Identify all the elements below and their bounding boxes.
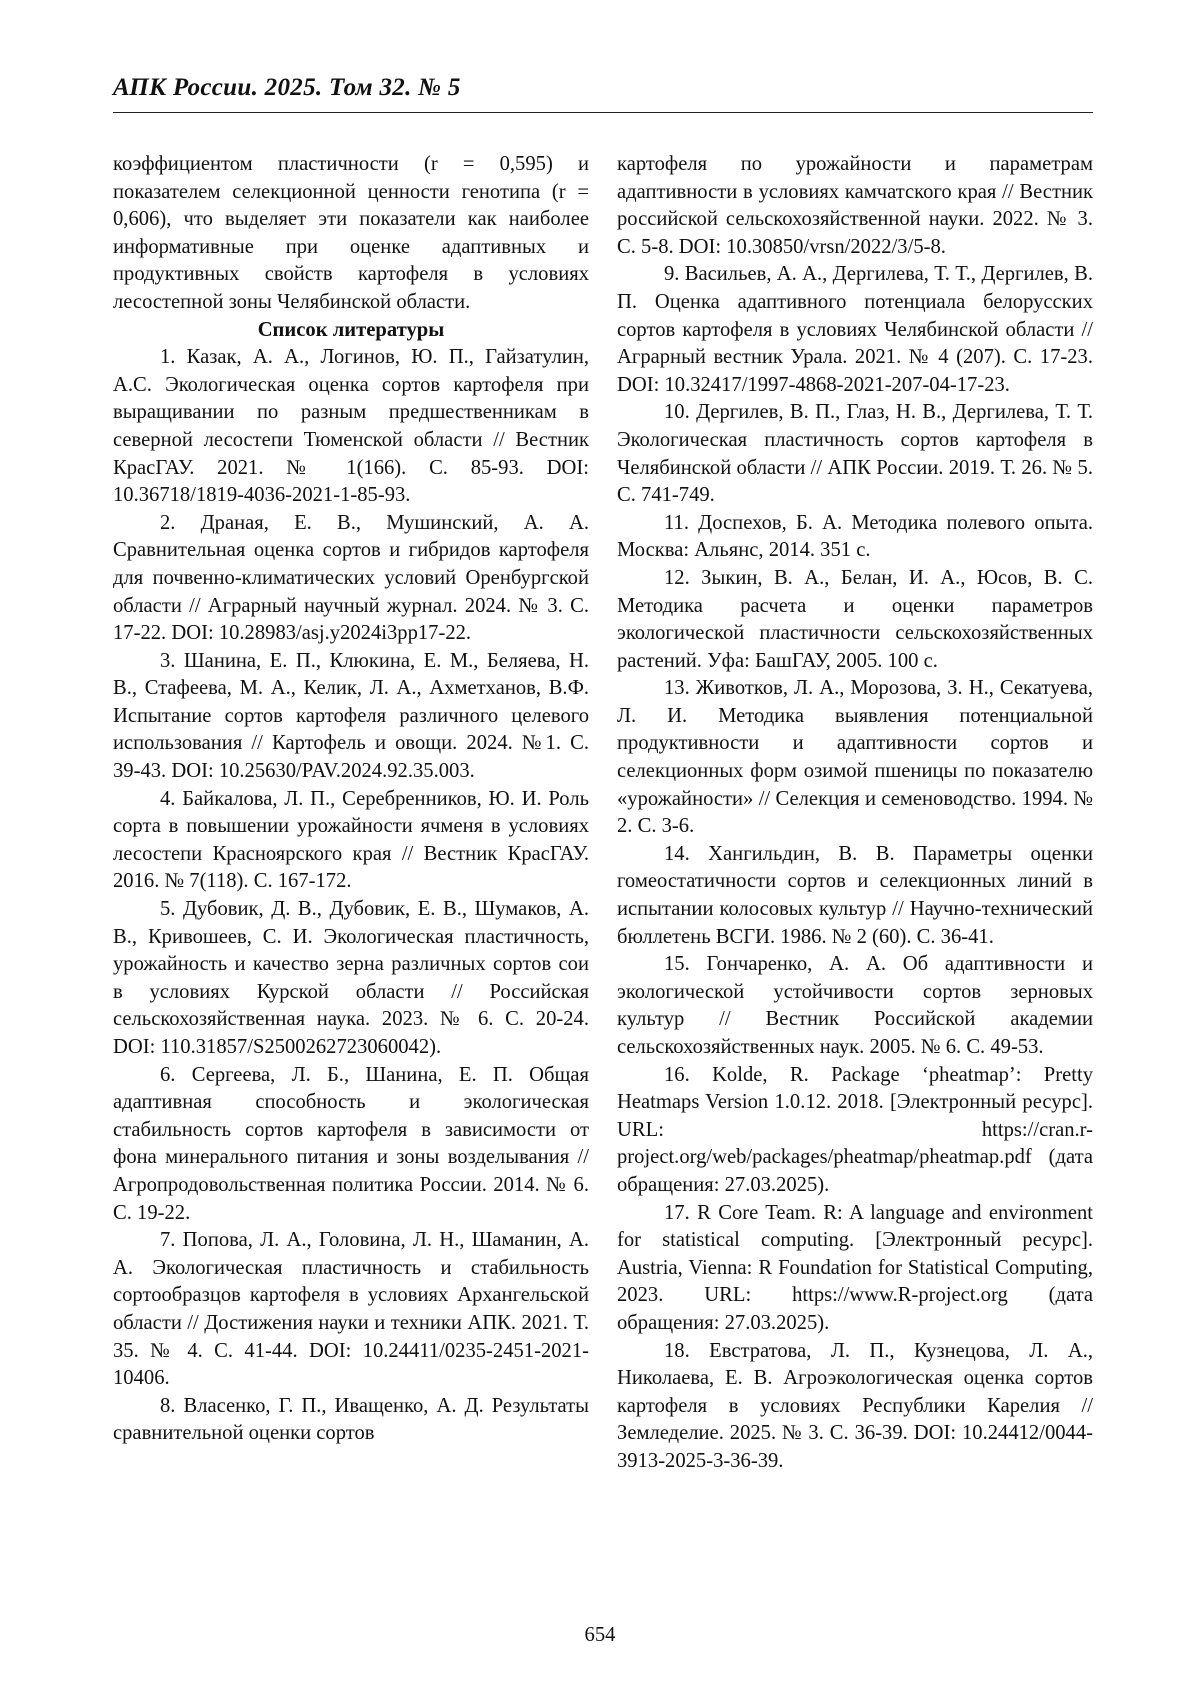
reference-item: 10. Дергилев, В. П., Глаз, Н. В., Дергилева, Т. Т. Экологическая пластичность сортов картофеля в Челябинской области // АПК России. 2019. Т. 26. № 5. С. 741-749.: [617, 401, 1093, 507]
reference-item: 6. Сергеева, Л. Б., Шанина, Е. П. Общая адаптивная способность и экологическая стабильность сортов картофеля в зависимости от фона минерального питания и зоны возделывания // Агропродовольственная политика России. 2014. № 6. С. 19-22.: [113, 1063, 589, 1224]
reference-item: 5. Дубовик, Д. В., Дубовик, Е. В., Шумаков, А. В., Кривошеев, С. И. Экологическая пластичность, урожайность и качество зерна различных сортов сои в условиях Курской области // Российская сельскохозяйственная наука. 2023. № 6. С. 20-24. DOI: 110.31857/S2500262723060042).: [113, 898, 589, 1058]
reference-item: 12. Зыкин, В. А., Белан, И. А., Юсов, В. С. Методика расчета и оценки параметров экологической пластичности сельскохозяйственных растений. Уфа: БашГАУ, 2005. 100 с.: [617, 566, 1093, 672]
reference-continuation: картофеля по урожайности и параметрам адаптивности в условиях камчатского края // Вестник российской сельскохозяйственной науки. 2022. № 3. С. 5-8. DOI: 10.30850/vrsn/2022/3/5-8.: [617, 153, 1093, 258]
header-divider: [113, 112, 1093, 113]
reference-item: 18. Евстратова, Л. П., Кузнецова, Л. А., Николаева, Е. В. Агроэкологическая оценка сортов картофеля в условиях Республики Карелия // Земледелие. 2025. № 3. С. 36-39. DOI: 10.24412/0044-3913-2025-3-36-39.: [617, 1339, 1093, 1472]
reference-item: 16. Kolde, R. Package ‘pheatmap’: Pretty Heatmaps Version 1.0.12. 2018. [Электронный ресурс]. URL: https://cran.r-project.org/web/packages/pheatmap/pheatmap.pdf (дата обращения: 27.03.2025).: [617, 1063, 1093, 1196]
reference-item: 15. Гончаренко, А. А. Об адаптивности и экологической устойчивости сортов зерновых культур // Вестник Российской академии сельскохозяйственных наук. 2005. № 6. С. 49-53.: [617, 953, 1093, 1058]
right-column: [617, 151, 1093, 1476]
left-column: [113, 151, 589, 1448]
page-number: 654: [584, 1624, 616, 1646]
reference-item: 13. Животков, Л. А., Морозова, З. Н., Секатуева, Л. И. Методика выявления потенциальной продуктивности и адаптивности сортов и селекционных форм озимой пшеницы по показателю «урожайности» // Селекция и семеноводство. 1994. № 2. С. 3-6.: [617, 677, 1093, 838]
reference-item: 17. R Core Team. R: A language and environment for statistical computing. [Электронный ресурс]. Austria, Vienna: R Foundation for Statistical Computing, 2023. URL: https://www.R-project.org (дата обращения: 27.03.2025).: [617, 1201, 1093, 1334]
reference-item: 2. Драная, Е. В., Мушинский, А. А. Сравнительная оценка сортов и гибридов картофеля для почвенно-климатических условий Оренбургской области // Аграрный научный журнал. 2024. № 3. С. 17-22. DOI: 10.28983/asj.y2024i3pp17-22.: [113, 511, 589, 645]
reference-item: 4. Байкалова, Л. П., Серебренников, Ю. И. Роль сорта в повышении урожайности ячменя в условиях лесостепи Красноярского края // Вестник КрасГАУ. 2016. № 7(118). С. 167-172.: [113, 787, 589, 893]
reference-item: 3. Шанина, Е. П., Клюкина, Е. М., Беляева, Н. В., Стафеева, М. А., Келик, Л. А., Ахметханов, В.Ф. Испытание сортов картофеля различного целевого использования // Картофель и овощи. 2024. №1. С. 39-43. DOI: 10.25630/PAV.2024.92.35.003.: [113, 649, 589, 783]
reference-item: 11. Доспехов, Б. А. Методика полевого опыта. Москва: Альянс, 2014. 351 с.: [617, 511, 1093, 562]
reference-item: 1. Казак, А. А., Логинов, Ю. П., Гайзатулин, А.С. Экологическая оценка сортов картофеля при выращивании по разным предшественникам в северной лесостепи Тюменской области // Вестник КрасГАУ. 2021. № 1(166). С. 85-93. DOI: 10.36718/1819-4036-2021-1-85-93.: [113, 346, 589, 507]
reference-item: 9. Васильев, А. А., Дергилева, Т. Т., Дергилев, В. П. Оценка адаптивного потенциала белорусских сортов картофеля в условиях Челябинской области // Аграрный вестник Урала. 2021. № 4 (207). С. 17-23. DOI: 10.32417/1997-4868-2021-207-04-17-23.: [617, 263, 1093, 396]
reference-item: 14. Хангильдин, В. В. Параметры оценки гомеостатичности сортов и селекционных линий в испытании колосовых культур // Научно-технический бюллетень ВСГИ. 1986. № 2 (60). С. 36-41.: [617, 842, 1093, 948]
conclusion-paragraph: коэффициентом пластичности (r = 0,595) и показателем селекционной ценности генотипа (r = 0,606), что выделяет эти показатели как наиболее информативные при оценке адаптивных и продуктивных свойств картофеля в условиях лесостепной зоны Челябинской области.: [113, 153, 589, 313]
reference-item: 8. Власенко, Г. П., Иващенко, А. Д. Результаты сравнительной оценки сортов: [113, 1394, 589, 1445]
journal-header: АПК России. 2025. Том 32. № 5: [113, 74, 461, 101]
references-heading: Список литературы: [257, 318, 445, 341]
reference-item: 7. Попова, Л. А., Головина, Л. Н., Шаманин, А. А. Экологическая пластичность и стабильность сортообразцов картофеля в условиях Архангельской области // Достижения науки и техники АПК. 2021. Т. 35. № 4. С. 41-44. DOI: 10.24411/0235-2451-2021-10406.: [113, 1229, 589, 1390]
